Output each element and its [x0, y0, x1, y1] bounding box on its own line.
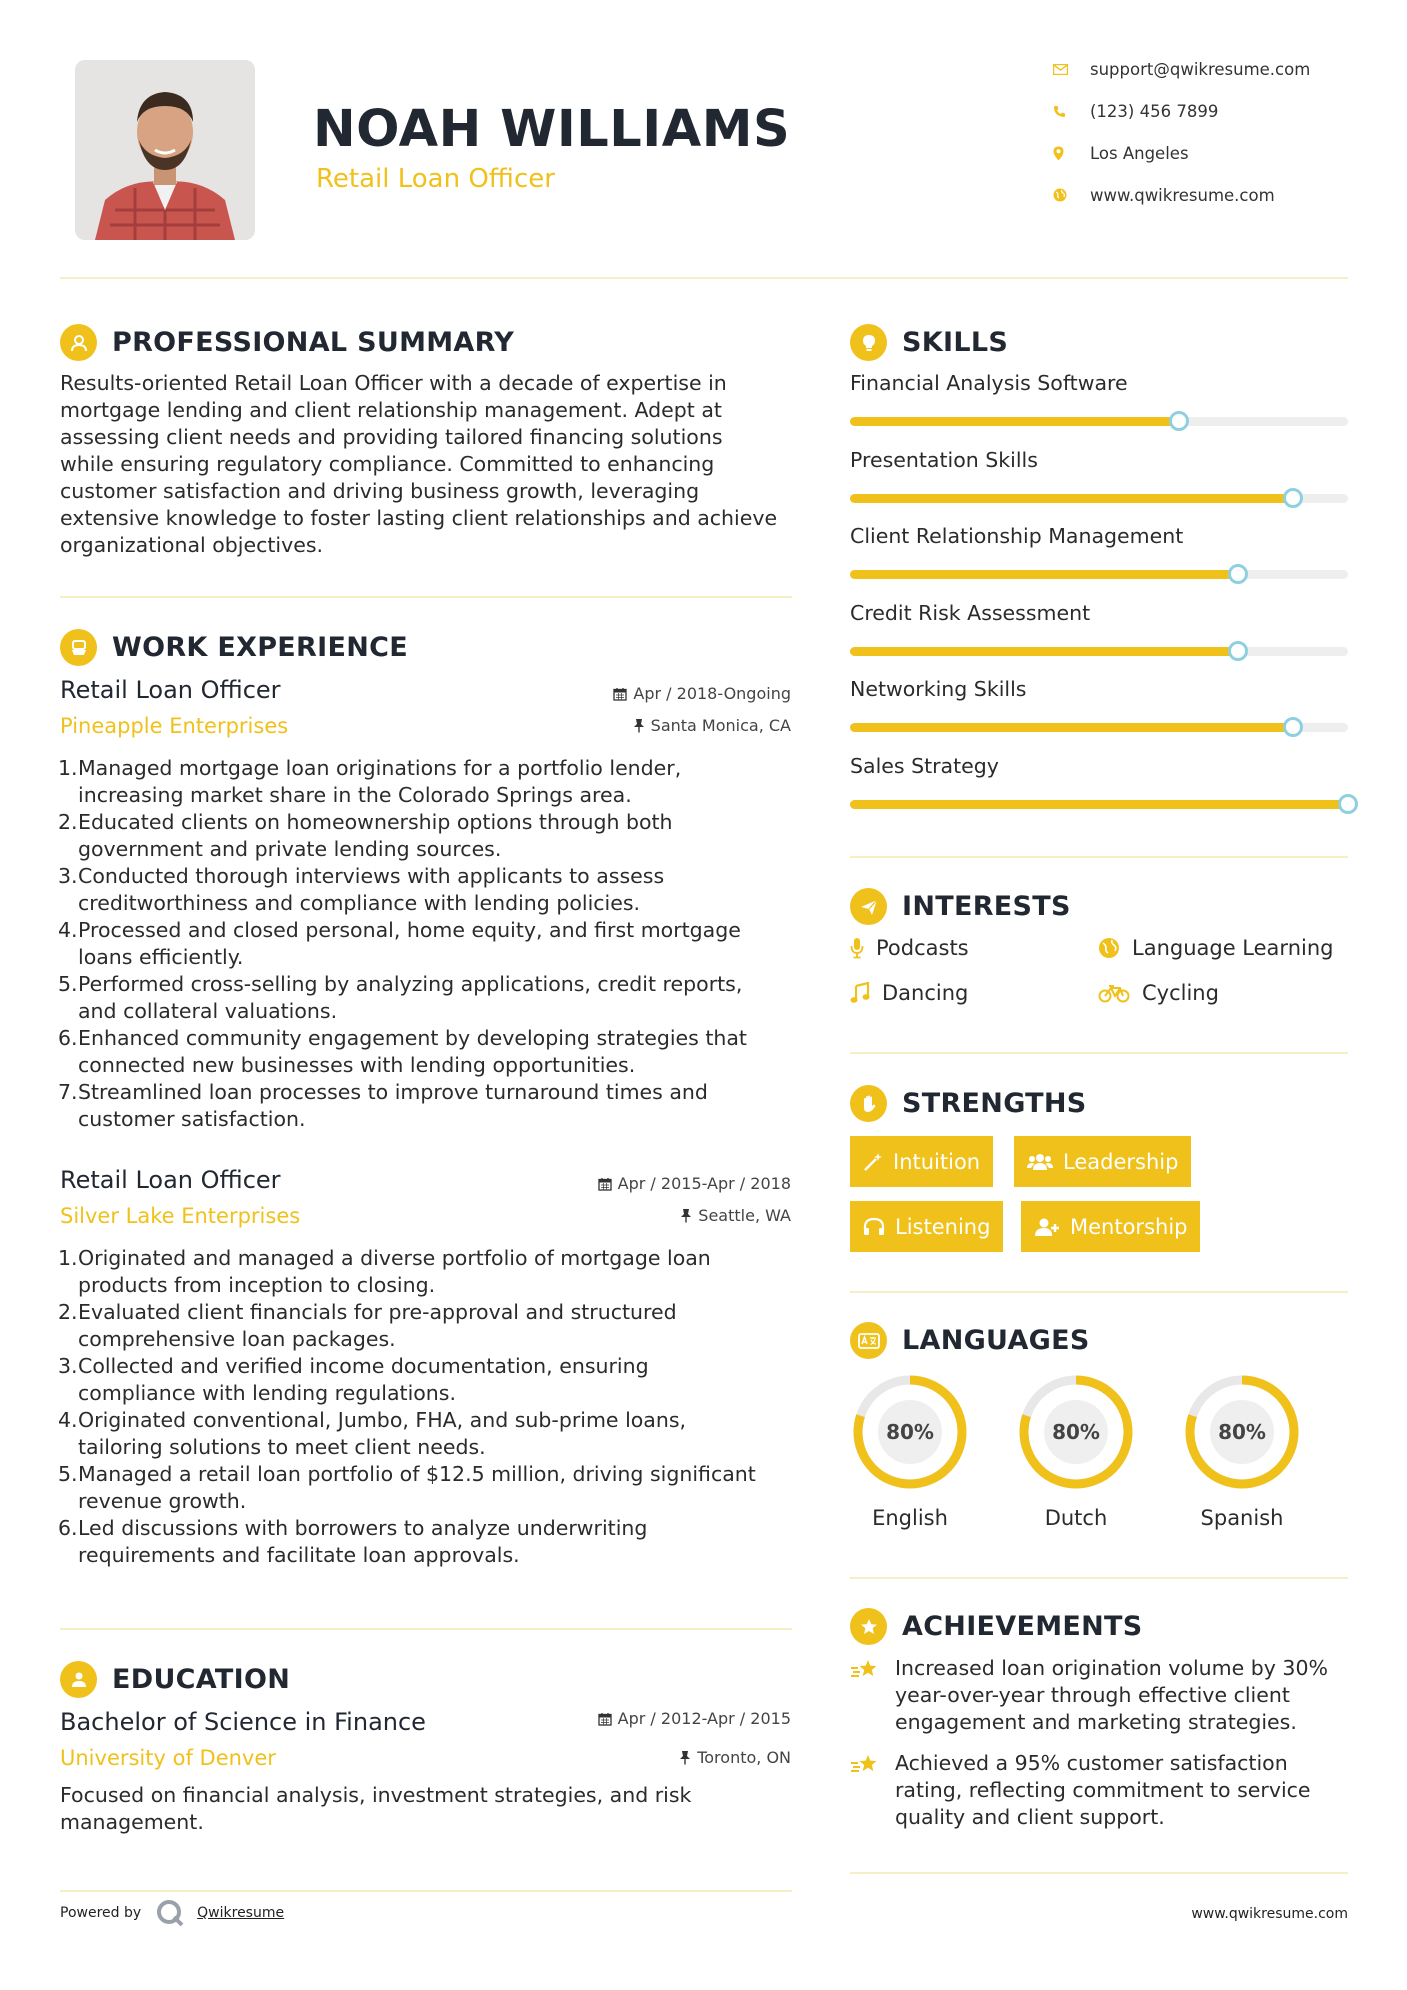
- summary-line: while ensuring regulatory compliance. Committed to enhancing: [60, 452, 715, 476]
- skill-level-handle: [1228, 564, 1248, 584]
- duty-item: 3. Collected and verified income documentation, ensuring compliance with lending regulations.: [58, 1354, 649, 1405]
- skill-level-bar: [850, 570, 1348, 579]
- summary-heading: [60, 324, 514, 361]
- pushpin-icon: [680, 1208, 692, 1223]
- shooting-star-icon: [850, 1655, 895, 1736]
- languages-divider: [850, 1577, 1348, 1579]
- language-ring: [1180, 1370, 1304, 1498]
- globe-icon: [1050, 188, 1090, 202]
- job-duties: [60, 1245, 800, 1569]
- language-ring: [848, 1370, 972, 1498]
- language-percent: 80%: [886, 1420, 934, 1444]
- pushpin-icon: [679, 1750, 691, 1765]
- skills-heading-text: SKILLS: [902, 327, 1009, 358]
- microphone-icon: [850, 937, 864, 959]
- duty-item: 5. Performed cross-selling by analyzing applications, credit reports, and collateral valuations.: [58, 972, 743, 1023]
- mail-icon: [1050, 64, 1090, 75]
- education-dates: [598, 1709, 791, 1728]
- language-name: Spanish: [1200, 1506, 1284, 1530]
- contact-website[interactable]: [1050, 182, 1275, 208]
- skill-name: Financial Analysis Software: [850, 371, 1128, 395]
- skill-level-fill: [850, 417, 1179, 426]
- qwikresume-logo-icon: [155, 1898, 185, 1928]
- briefcase-icon: [60, 629, 97, 666]
- lightbulb-icon: [850, 324, 887, 361]
- summary-line: mortgage lending and client relationship management. Adept at: [60, 398, 722, 422]
- skill-name: Networking Skills: [850, 677, 1027, 701]
- interest-item: [1098, 936, 1333, 960]
- interest-item: [1098, 981, 1219, 1005]
- education-school: University of Denver: [60, 1746, 276, 1770]
- contact-website-text: www.qwikresume.com: [1090, 185, 1275, 205]
- skill-level-handle: [1169, 411, 1189, 431]
- skills-heading: [850, 324, 1008, 361]
- footer-website[interactable]: www.qwikresume.com: [1191, 1906, 1348, 1922]
- languages-heading: [850, 1322, 1090, 1359]
- headphones-icon: [863, 1217, 885, 1237]
- hand-icon: [850, 1085, 887, 1122]
- skill-name: Client Relationship Management: [850, 524, 1184, 548]
- language-name: Dutch: [1044, 1506, 1108, 1530]
- contact-phone-text: (123) 456 7899: [1090, 101, 1219, 121]
- user-plus-icon: [1034, 1217, 1060, 1237]
- interests-divider: [850, 1052, 1348, 1054]
- job-company: Silver Lake Enterprises: [60, 1204, 301, 1228]
- achievement-line: quality and client support.: [895, 1805, 1165, 1829]
- candidate-name: NOAH WILLIAMS: [313, 100, 791, 159]
- achievement-item: [850, 1750, 1350, 1831]
- achievements-heading: [850, 1608, 1143, 1645]
- achievement-line: year-over-year through effective client: [895, 1683, 1290, 1707]
- skill-name: Credit Risk Assessment: [850, 600, 1091, 625]
- skills-divider: [850, 856, 1348, 858]
- profile-photo: [75, 60, 255, 240]
- strength-label: Leadership: [1063, 1149, 1179, 1174]
- language-ring: [1014, 1370, 1138, 1498]
- calendar-icon: [613, 687, 627, 701]
- achievement-line: engagement and marketing strategies.: [895, 1710, 1297, 1734]
- skill-level-handle: [1338, 794, 1358, 814]
- interest-label: Language Learning: [1132, 936, 1334, 960]
- education-location: [679, 1748, 791, 1767]
- job-title: Retail Loan Officer: [60, 676, 281, 704]
- skill-level-bar: [850, 723, 1348, 732]
- graduation-icon: [60, 1661, 97, 1698]
- strength-chip: [1014, 1136, 1191, 1187]
- strengths-divider: [850, 1291, 1348, 1293]
- skill-level-fill: [850, 723, 1293, 732]
- duty-item: 6. Enhanced community engagement by developing strategies that connected new businesses with lending opportunities.: [58, 1026, 747, 1077]
- contact-email-text: support@qwikresume.com: [1090, 59, 1311, 79]
- duty-item: 4. Originated conventional, Jumbo, FHA, and sub-prime loans, tailoring solutions to meet client needs.: [58, 1408, 687, 1459]
- summary-line: assessing client needs and providing tailored financing solutions: [60, 425, 723, 449]
- education-heading-text: EDUCATION: [112, 1664, 291, 1695]
- summary-heading-text: PROFESSIONAL SUMMARY: [112, 327, 515, 358]
- education-heading: [60, 1661, 290, 1698]
- achievement-line: Achieved a 95% customer satisfaction: [895, 1751, 1288, 1775]
- summary-text: [60, 370, 800, 559]
- interest-label: Dancing: [882, 981, 969, 1005]
- job-location-text: Seattle, WA: [698, 1206, 791, 1225]
- job-dates-text: Apr / 2018-Ongoing: [633, 684, 791, 703]
- job-dates: [613, 684, 791, 703]
- strength-chip: [850, 1201, 1003, 1252]
- paper-plane-icon: [850, 888, 887, 925]
- skill-level-handle: [1283, 488, 1303, 508]
- strengths-heading: [850, 1085, 1087, 1122]
- education-dates-text: Apr / 2012-Apr / 2015: [617, 1709, 791, 1728]
- contact-location: [1050, 140, 1189, 166]
- users-icon: [1027, 1152, 1053, 1172]
- star-badge-icon: [850, 1608, 887, 1645]
- skill-name: Presentation Skills: [850, 447, 1038, 472]
- calendar-icon: [598, 1712, 612, 1726]
- job-dates-text: Apr / 2015-Apr / 2018: [617, 1174, 791, 1193]
- summary-line: Results-oriented Retail Loan Officer with a decade of expertise in: [60, 371, 727, 395]
- duty-item: 4. Processed and closed personal, home equity, and first mortgage loans efficiently.: [58, 918, 741, 969]
- experience-divider: [60, 1628, 792, 1630]
- contact-email[interactable]: [1050, 56, 1310, 82]
- strength-chip: [850, 1136, 993, 1187]
- strength-chip: [1021, 1201, 1200, 1252]
- strengths-heading-text: STRENGTHS: [902, 1088, 1087, 1119]
- job-title: Retail Loan Officer: [60, 1166, 281, 1194]
- job-company: Pineapple Enterprises: [60, 714, 289, 738]
- job-duties: [60, 755, 800, 1133]
- duty-item: 2. Educated clients on homeownership options through both government and private lending sources.: [58, 810, 673, 861]
- music-note-icon: [850, 982, 870, 1004]
- pushpin-icon: [633, 718, 645, 733]
- achievement-line: Increased loan origination volume by 30%: [895, 1656, 1328, 1680]
- education-degree: Bachelor of Science in Finance: [60, 1708, 426, 1736]
- calendar-icon: [598, 1177, 612, 1191]
- languages-heading-text: LANGUAGES: [902, 1325, 1090, 1356]
- skill-level-fill: [850, 494, 1293, 503]
- qwikresume-link[interactable]: Qwikresume: [197, 1905, 285, 1921]
- contact-phone[interactable]: [1050, 98, 1218, 124]
- job-dates: [598, 1174, 791, 1193]
- skill-name: Sales Strategy: [850, 753, 999, 778]
- contact-location-text: Los Angeles: [1090, 143, 1189, 163]
- experience-heading-text: WORK EXPERIENCE: [112, 632, 408, 663]
- magic-wand-icon: [863, 1152, 883, 1172]
- achievements-divider: [850, 1872, 1348, 1874]
- skill-level-fill: [850, 647, 1238, 656]
- duty-item: 2. Evaluated client financials for pre-approval and structured comprehensive loan packages.: [58, 1300, 677, 1351]
- achievements-heading-text: ACHIEVEMENTS: [902, 1611, 1143, 1642]
- experience-heading: [60, 629, 408, 666]
- summary-line: organizational objectives.: [60, 533, 324, 557]
- achievement-line: rating, reflecting commitment to service: [895, 1778, 1311, 1802]
- duty-item: 1. Managed mortgage loan originations for a portfolio lender, increasing market share in the Colorado Springs area.: [58, 756, 682, 807]
- phone-icon: [1050, 105, 1090, 118]
- header-divider: [60, 277, 1348, 279]
- globe-icon: [1098, 937, 1120, 959]
- language-icon: [850, 1322, 887, 1359]
- education-description-line: management.: [60, 1810, 204, 1834]
- summary-line: extensive knowledge to foster lasting client relationships and achieve: [60, 506, 778, 530]
- duty-item: 6. Led discussions with borrowers to analyze underwriting requirements and facilitate loan approvals.: [58, 1516, 648, 1567]
- skill-level-fill: [850, 800, 1348, 809]
- achievement-item: [850, 1655, 1350, 1736]
- duty-item: 7. Streamlined loan processes to improve turnaround times and customer satisfaction.: [58, 1080, 708, 1131]
- job-location: [633, 716, 791, 735]
- duty-item: 5. Managed a retail loan portfolio of $12.5 million, driving significant revenue growth.: [58, 1462, 756, 1513]
- powered-by: [60, 1898, 284, 1928]
- strength-label: Intuition: [893, 1149, 981, 1174]
- summary-line: customer satisfaction and driving business growth, leveraging: [60, 479, 700, 503]
- map-pin-icon: [1050, 146, 1090, 161]
- education-divider: [60, 1890, 792, 1892]
- job-location: [680, 1206, 791, 1225]
- skill-level-handle: [1228, 641, 1248, 661]
- skill-level-handle: [1283, 717, 1303, 737]
- skill-level-fill: [850, 570, 1238, 579]
- education-description: [60, 1782, 800, 1836]
- skill-level-bar: [850, 417, 1348, 426]
- skill-level-bar: [850, 647, 1348, 656]
- strength-label: Listening: [895, 1214, 991, 1239]
- duty-item: 3. Conducted thorough interviews with applicants to assess creditworthiness and compliance with lending policies.: [58, 864, 665, 915]
- job-location-text: Santa Monica, CA: [650, 716, 791, 735]
- powered-by-label: Powered by: [60, 1905, 142, 1921]
- interest-item: [850, 936, 969, 960]
- strength-label: Mentorship: [1070, 1214, 1188, 1239]
- interest-item: [850, 981, 968, 1005]
- education-description-line: Focused on financial analysis, investment strategies, and risk: [60, 1783, 692, 1807]
- duty-item: 1. Originated and managed a diverse portfolio of mortgage loan products from inception to closing.: [58, 1246, 711, 1297]
- interests-heading: [850, 888, 1071, 925]
- user-icon: [60, 324, 97, 361]
- language-percent: 80%: [1218, 1420, 1266, 1444]
- language-percent: 80%: [1052, 1420, 1100, 1444]
- interest-label: Cycling: [1142, 981, 1219, 1005]
- education-location-text: Toronto, ON: [697, 1748, 791, 1767]
- bicycle-icon: [1098, 982, 1130, 1004]
- candidate-title: Retail Loan Officer: [316, 164, 555, 194]
- interests-heading-text: INTERESTS: [902, 891, 1071, 922]
- interest-label: Podcasts: [876, 936, 969, 960]
- skill-level-bar: [850, 494, 1348, 503]
- shooting-star-icon: [850, 1750, 895, 1831]
- skill-level-bar: [850, 800, 1348, 809]
- language-name: English: [872, 1506, 948, 1530]
- summary-divider: [60, 596, 792, 598]
